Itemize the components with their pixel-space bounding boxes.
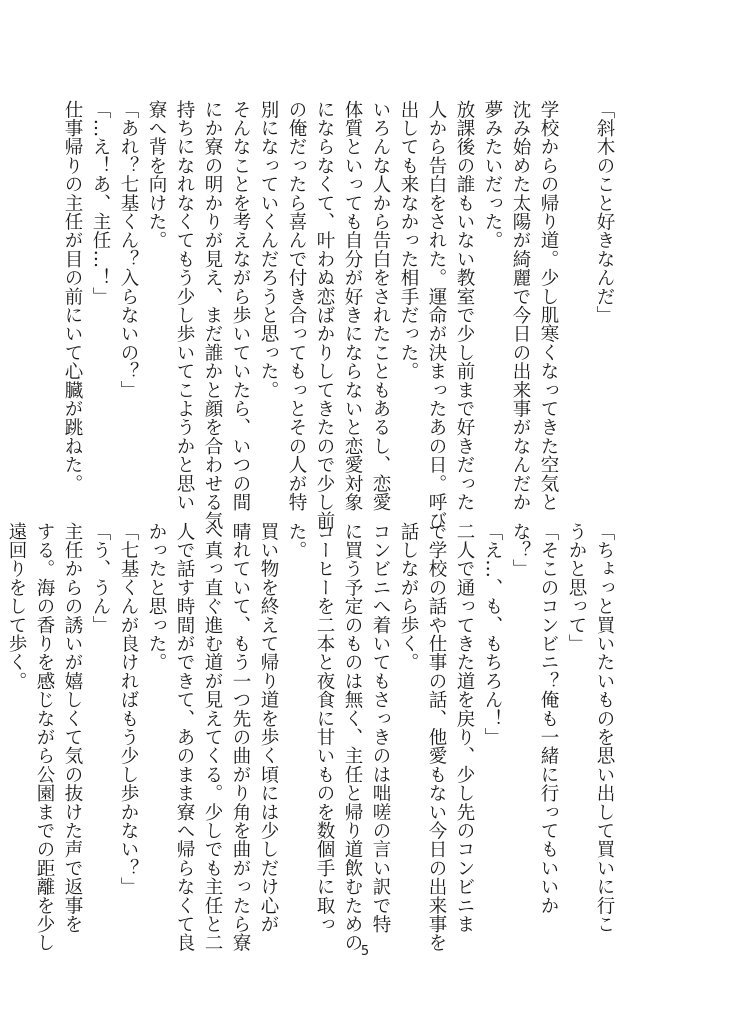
text-line: 別になっていくんだろうと思った。: [258, 100, 279, 400]
text-line: 話しながら歩く。: [398, 522, 419, 672]
text-line: かったと思った。: [146, 522, 167, 672]
text-line: 仕事帰りの主任が目の前にいて心臓が跳ねた。: [62, 100, 83, 493]
text-line: 「あれ？七基くん？入らないの？」: [118, 100, 139, 400]
text-line: する。海の香りを感じながら公園までの距離を少し: [34, 522, 55, 953]
text-line: 出しても来なかった相手だった。: [398, 100, 419, 381]
text-line: 寮へ背を向けた。: [146, 100, 167, 250]
text-line: 買い物を終えて帰り道を歩く頃には少しだけ心が: [258, 522, 279, 934]
text-line: [562, 100, 590, 490]
text-line: 「七基くんが良ければもう少し歩かない？」: [118, 522, 139, 896]
text-line: 持ちになれなくてもう少し歩いてこようかと思い: [174, 100, 195, 512]
text-line: 晴れていて、もう一つ先の曲がり角を曲がったら寮: [230, 522, 251, 953]
text-line: 「う、うん」: [90, 522, 111, 635]
page-number: 5: [360, 944, 370, 959]
text-line: 「斜木のこと好きなんだ」: [594, 100, 615, 325]
text-line: 体質といっても自分が好きにならないと恋愛対象: [342, 100, 363, 512]
text-line: コンビニへ着いてもさっきのは咄嗟の言い訳で特: [370, 522, 391, 934]
text-line: 遠回りをして歩く。: [6, 522, 27, 691]
text-line: な？」: [510, 522, 531, 579]
text-line: 二人で通ってきた道を戻り、少し先のコンビニま: [454, 522, 475, 934]
text-line: にならなくて、叶わぬ恋ばかりしてきたので少し前: [314, 100, 335, 531]
text-line: 「…え！あ、主任…！」: [90, 100, 111, 306]
lower-text-block: [2, 522, 618, 953]
text-line: へ真っ直ぐ進む道が見えてくる。少しでも主任と二: [202, 522, 223, 953]
text-line: うかと思って」: [566, 522, 587, 653]
text-line: で学校の話や仕事の話、他愛もない今日の出来事を: [426, 522, 447, 953]
text-line: 「え…、も、もちろん！」: [482, 522, 503, 747]
text-line: 沈み始めた太陽が綺麗で今日の出来事がなんだか: [510, 100, 531, 512]
text-line: 放課後の誰もいない教室で少し前まで好きだった: [454, 100, 475, 512]
text-line: 夢みたいだった。: [482, 100, 503, 250]
text-line: いろんな人から告白をされたこともあるし、恋愛: [370, 100, 391, 512]
text-line: 人で話す時間ができて、あのまま寮へ帰らなくて良: [174, 522, 195, 953]
text-line: に買う予定のものは無く、主任と帰り道飲むための: [342, 522, 363, 953]
text-line: コーヒーを二本と夜食に甘いものを数個手に取っ: [314, 522, 335, 934]
text-line: の俺だったら喜んで付き合ってもっとその人が特: [286, 100, 307, 512]
text-line: た。: [286, 522, 307, 560]
text-line: 人から告白をされた。運命が決まったあの日。呼び: [426, 100, 447, 531]
text-line: そんなことを考えながら歩いていたら、いつの間: [230, 100, 251, 512]
text-line: 主任からの誘いが嬉しくて気の抜けた声で返事を: [62, 522, 83, 934]
text-line: 学校からの帰り道。少し肌寒くなってきた空気と: [538, 100, 559, 512]
text-line: にか寮の明かりが見え、まだ誰かと顔を合わせる気: [202, 100, 223, 531]
upper-text-block: [58, 100, 618, 531]
text-line: 「ちょっと買いたいものを思い出して買いに行こ: [594, 522, 615, 934]
text-line: 「そこのコンビニ？俺も一緒に行ってもいいか: [538, 522, 559, 915]
